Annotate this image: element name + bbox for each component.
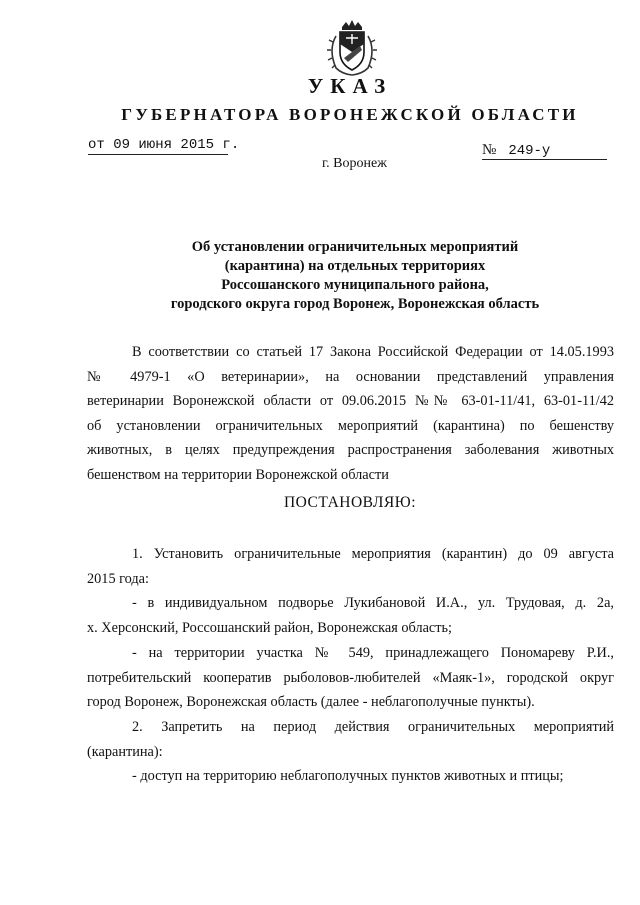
body-line: (карантина):: [87, 743, 163, 760]
decree-city: г. Воронеж: [322, 156, 387, 171]
title-line: Россошанского муниципального района,: [221, 277, 489, 293]
preamble-line: животных, в целях предупреждения распространения заболевания животных: [87, 442, 614, 458]
body-line: - доступ на территорию неблагополучных пунктов животных и птицы;: [132, 768, 564, 785]
title-line: (карантина) на отдельных территориях: [224, 258, 486, 274]
issuer-heading: ГУБЕРНАТОРА ВОРОНЕЖСКОЙ ОБЛАСТИ: [121, 105, 579, 124]
decree-number-field: [482, 142, 607, 160]
number-sign: №: [482, 142, 497, 158]
decree-body: [87, 542, 614, 789]
decree-number: 249-у: [508, 143, 551, 159]
body-line: 2. Запретить на период действия ограничительных мероприятий: [132, 718, 614, 735]
body-line: город Воронеж, Воронежская область (далее - неблагополучные пункты).: [87, 694, 535, 711]
preamble-line: бешенством на территории Воронежской области: [87, 466, 389, 483]
preamble-line: В соответствии со статьей 17 Закона Российской Федерации от 14.05.1993: [132, 344, 614, 360]
body-line: потребительский кооператив рыболовов-любителей «Маяк-1», городской округ: [87, 669, 614, 686]
body-line: 1. Установить ограничительные мероприятия (карантин) до 09 августа: [132, 546, 614, 562]
coat-of-arms-icon: [322, 18, 382, 78]
preamble-line: ветеринарии Воронежской области от 09.06.2015 №№ 63-01-11/41, 63-01-11/42: [87, 393, 614, 409]
decree-title: [120, 238, 590, 314]
decree-heading: УКАЗ: [307, 74, 393, 98]
decree-date: от 09 июня 2015 г.: [88, 137, 240, 153]
coat-of-arms-emblem: [322, 18, 382, 78]
title-line: Об установлении ограничительных мероприятий: [191, 239, 519, 255]
body-line: - в индивидуальном подворье Лукибановой И.А., ул. Трудовая, д. 2а,: [132, 595, 614, 612]
preamble-line: об установлении ограничительных мероприятий (карантина) по бешенству: [87, 417, 614, 434]
body-line: 2015 года:: [87, 570, 150, 587]
body-line: - на территории участка № 549, принадлежащего Пономареву Р.И.,: [132, 644, 614, 661]
title-line: городского округа город Воронеж, Воронежская область: [170, 296, 540, 312]
resolution-heading: ПОСТАНОВЛЯЮ:: [283, 494, 417, 511]
body-line: х. Херсонский, Россошанский район, Воронежская область;: [87, 620, 453, 637]
preamble-paragraph: [87, 340, 614, 487]
preamble-line: № 4979-1 «О ветеринарии», на основании представлений управления: [87, 368, 614, 385]
